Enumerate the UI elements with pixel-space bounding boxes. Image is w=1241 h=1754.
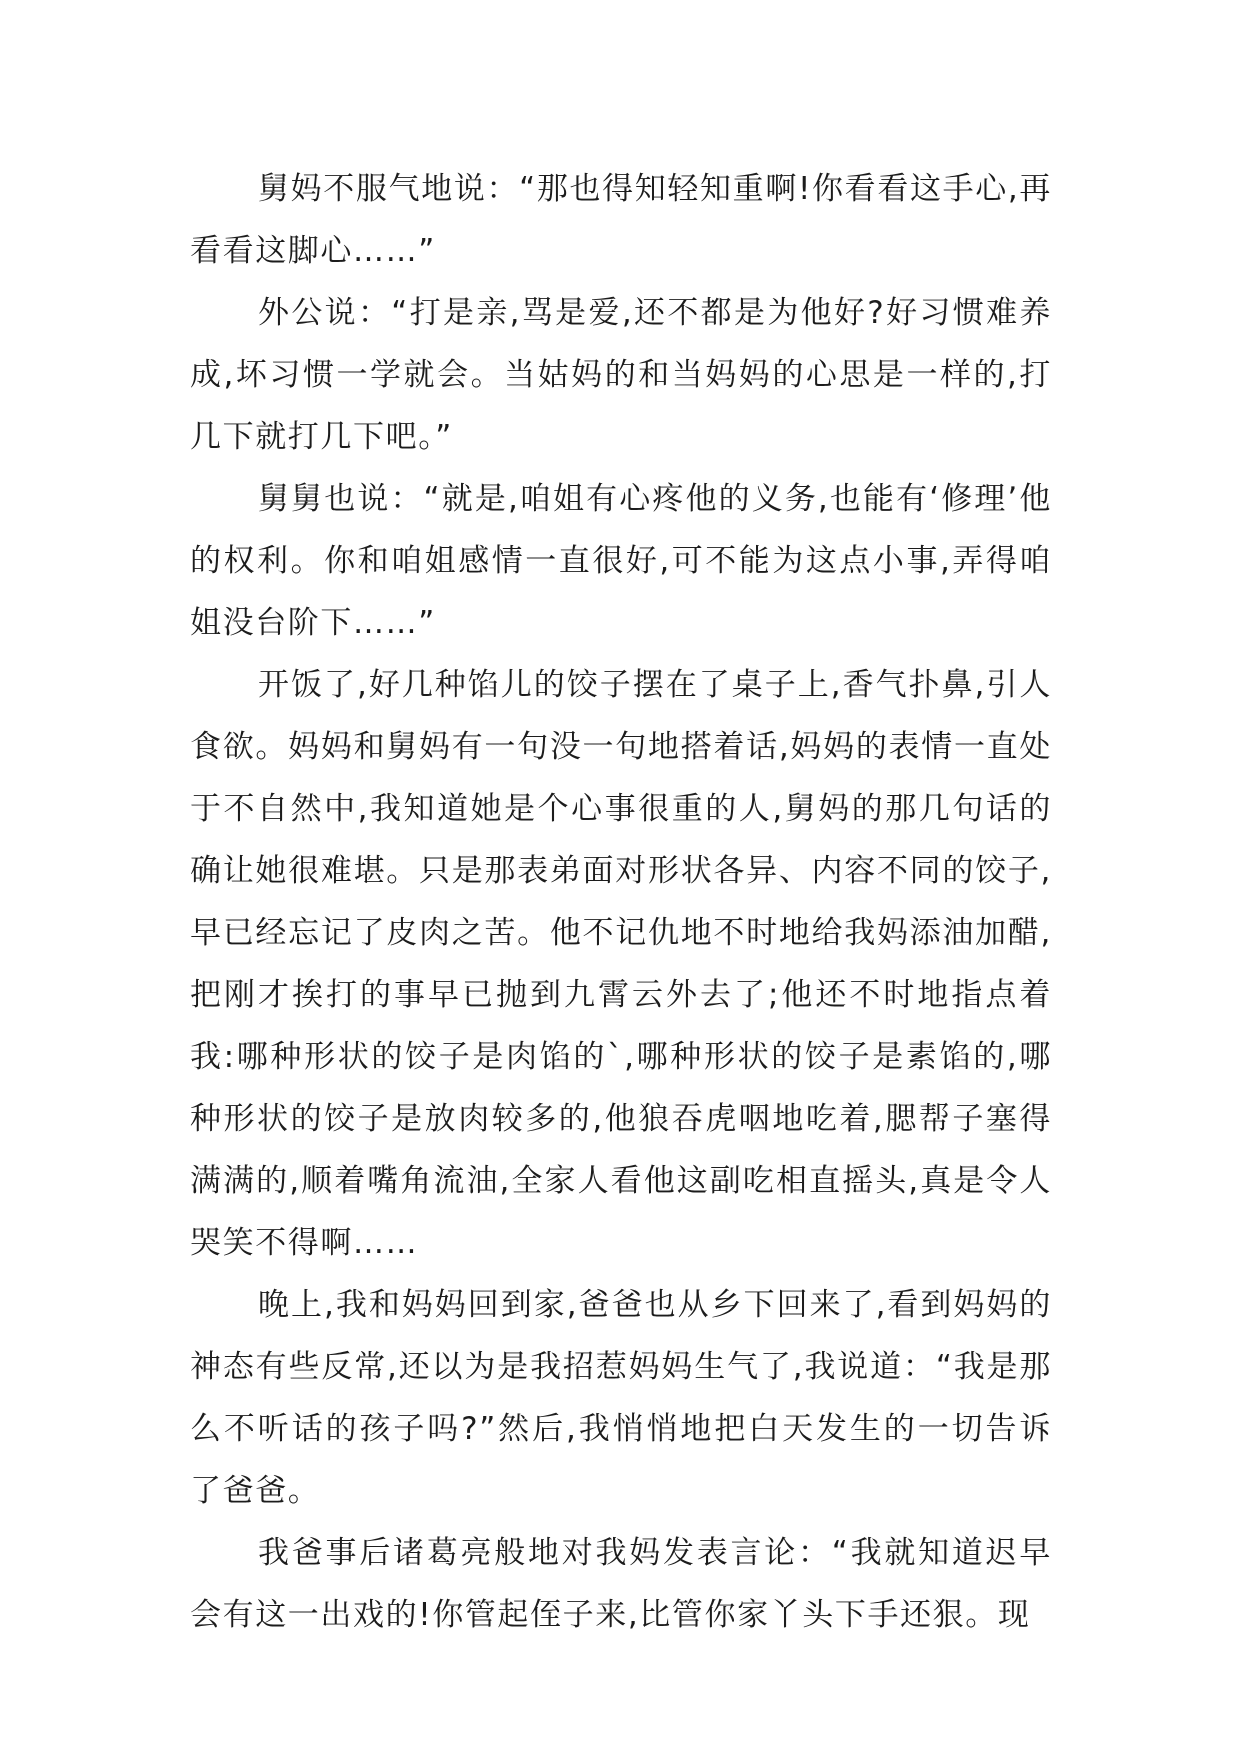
paragraph-dinner: 开饭了,好几种馅儿的饺子摆在了桌子上,香气扑鼻,引人食欲。妈妈和舅妈有一句没一句地搭着话,妈妈的表情一直处于不自然中,我知道她是个心事很重的人,舅妈的那几句话的确让她很难堪。只是那表弟面对形状各异、内容不同的饺子,早已经忘记了皮肉之苦。他不记仇地不时地给我妈添油加醋,把刚才挨打的事早已抛到九霄云外去了;他还不时地指点着我:哪种形状的饺子是肉馅的`,哪种形状的饺子是素馅的,哪种形状的饺子是放肉较多的,他狼吞虎咽地吃着,腮帮子塞得满满的,顺着嘴角流油,全家人看他这副吃相直摇头,真是令人哭笑不得啊…… [190,667,1052,1261]
document-body [190,158,1052,1646]
paragraph-grandpa-remark: 外公说：“打是亲,骂是爱,还不都是为他好?好习惯难养成,坏习惯一学就会。当姑妈的和当妈妈的心思是一样的,打几下就打几下吧。” [190,295,1052,455]
paragraph-dad-remark: 我爸事后诸葛亮般地对我妈发表言论：“我就知道迟早会有这一出戏的!你管起侄子来,比管你家丫头下手还狠。现 [190,1535,1052,1633]
paragraph-uncle-remark: 舅舅也说：“就是,咱姐有心疼他的义务,也能有‘修理’他的权利。你和咱姐感情一直很好,可不能为这点小事,弄得咱姐没台阶下……” [190,481,1052,641]
paragraph-aunt-complaint: 舅妈不服气地说：“那也得知轻知重啊!你看看这手心,再看看这脚心……” [190,171,1052,269]
paragraph-evening: 晚上,我和妈妈回到家,爸爸也从乡下回来了,看到妈妈的神态有些反常,还以为是我招惹妈妈生气了,我说道：“我是那么不听话的孩子吗?”然后,我悄悄地把白天发生的一切告诉了爸爸。 [190,1287,1052,1509]
